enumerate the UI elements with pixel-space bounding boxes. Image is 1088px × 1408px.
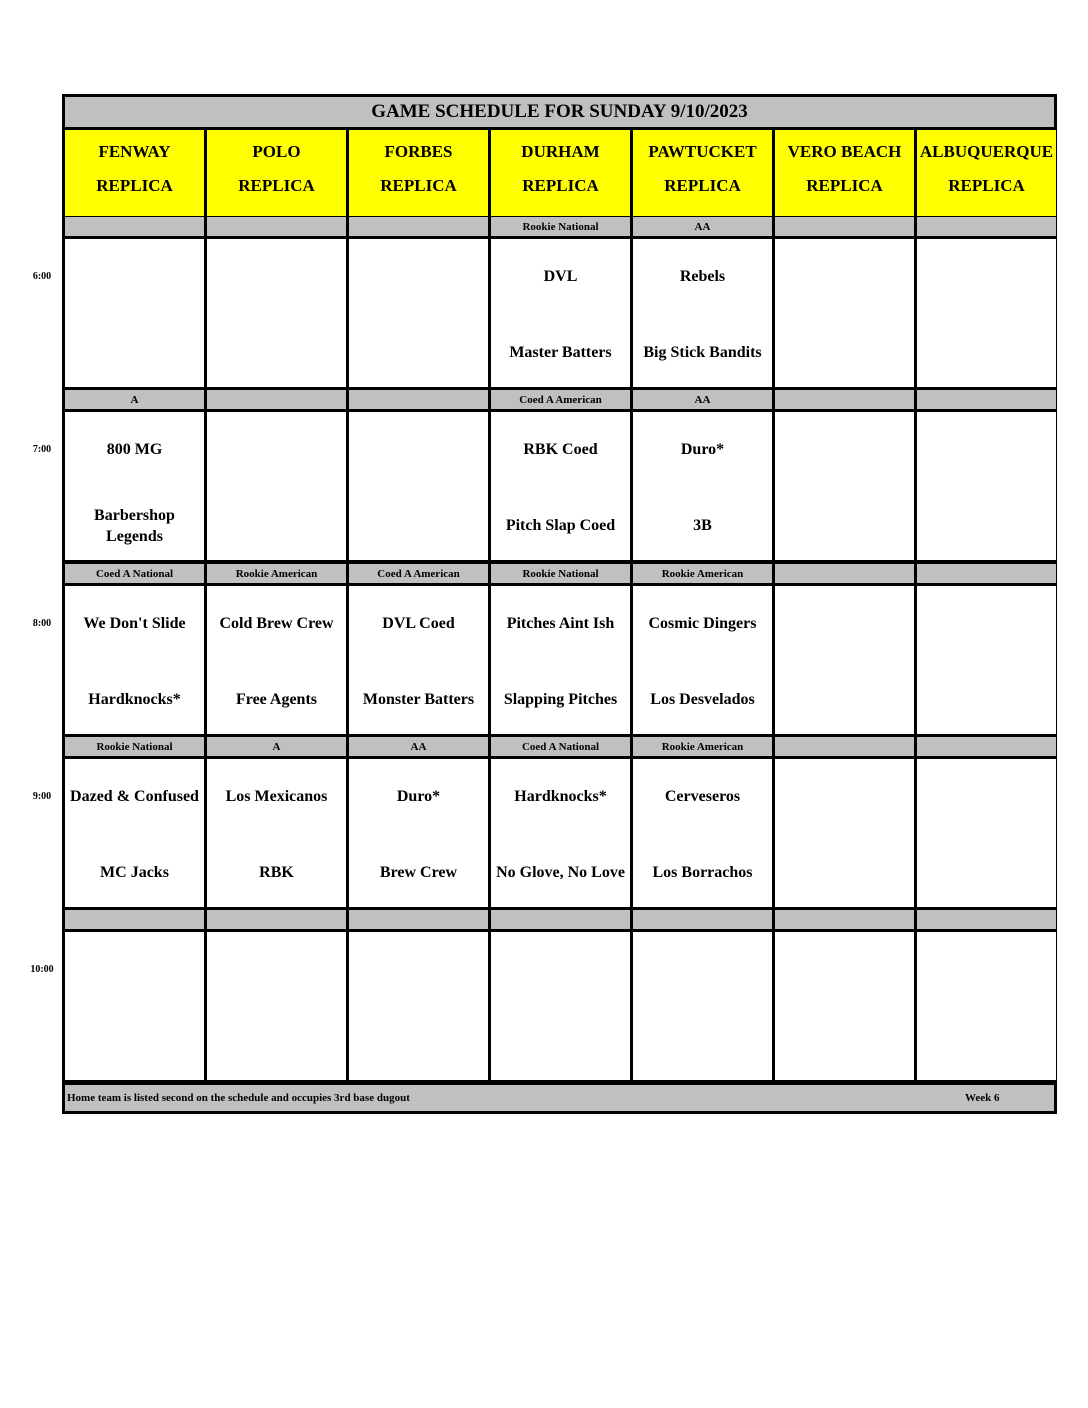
- field-sub: REPLICA: [380, 176, 457, 195]
- home-team: [917, 503, 1056, 548]
- game-cell: [491, 932, 630, 1080]
- home-team: [917, 330, 1056, 375]
- game-cell: [917, 239, 1056, 387]
- away-team: [775, 947, 914, 992]
- home-team: Free Agents: [235, 691, 317, 708]
- home-team: [917, 850, 1056, 895]
- time-label: 6:00: [32, 271, 52, 282]
- division-label: [349, 217, 488, 236]
- field-name: PAWTUCKET: [648, 142, 757, 161]
- away-team: [207, 254, 346, 299]
- game-cell: [349, 759, 488, 907]
- game-cell: [491, 412, 630, 560]
- away-team: [917, 947, 1056, 992]
- away-team: Cosmic Dingers: [648, 615, 757, 632]
- division-label: [633, 910, 772, 929]
- home-team: [775, 503, 914, 548]
- home-team: [775, 677, 914, 722]
- division-label: AA: [633, 390, 772, 409]
- division-label: Rookie National: [65, 737, 204, 756]
- division-label: [775, 910, 914, 929]
- game-cell: [633, 412, 772, 560]
- time-label: 7:00: [32, 444, 52, 455]
- time-label: 8:00: [32, 618, 52, 629]
- division-label: [65, 217, 204, 236]
- home-team: No Glove, No Love: [496, 864, 625, 881]
- field-header: [65, 130, 204, 216]
- field-header: [917, 130, 1056, 216]
- game-cell: [491, 239, 630, 387]
- division-label: [775, 564, 914, 583]
- game-cell: [633, 586, 772, 734]
- game-cell: [349, 239, 488, 387]
- game-cell: [349, 412, 488, 560]
- field-sub: REPLICA: [948, 176, 1025, 195]
- home-team: [917, 1023, 1056, 1068]
- home-team: [349, 503, 488, 548]
- field-header: [491, 130, 630, 216]
- game-cell: [65, 759, 204, 907]
- away-team: We Don't Slide: [83, 615, 186, 632]
- division-label: [917, 390, 1056, 409]
- away-team: Duro*: [396, 788, 441, 805]
- game-cell: [633, 759, 772, 907]
- away-team: Rebels: [679, 268, 726, 285]
- home-team: [775, 330, 914, 375]
- field-sub: REPLICA: [96, 176, 173, 195]
- division-label: Coed A National: [65, 564, 204, 583]
- division-label: AA: [633, 217, 772, 236]
- home-team: Monster Batters: [362, 691, 475, 708]
- game-cell: [491, 759, 630, 907]
- home-team: Pitch Slap Coed: [505, 517, 616, 534]
- home-team: Los Borrachos: [652, 864, 753, 881]
- home-team: [491, 1023, 630, 1068]
- home-team: [775, 850, 914, 895]
- game-cell: [65, 412, 204, 560]
- away-team: Cerveseros: [664, 788, 741, 805]
- home-team: [917, 677, 1056, 722]
- field-name: ALBUQUERQUE: [919, 142, 1054, 161]
- field-name: FORBES: [384, 142, 453, 161]
- home-team: Los Desvelados: [650, 691, 755, 708]
- division-label: [207, 390, 346, 409]
- game-cell: [207, 412, 346, 560]
- game-cell: [207, 932, 346, 1080]
- game-cell: [775, 759, 914, 907]
- division-label: [917, 564, 1056, 583]
- division-label: [775, 737, 914, 756]
- game-cell: [633, 932, 772, 1080]
- field-name: FENWAY: [98, 142, 171, 161]
- away-team: [775, 254, 914, 299]
- time-label: 10:00: [30, 964, 54, 975]
- week-label: Week 6: [965, 1092, 1000, 1104]
- away-team: Duro*: [680, 441, 725, 458]
- home-team: [633, 1023, 772, 1068]
- footer-note: Home team is listed second on the schedule and occupies 3rd base dugout: [67, 1092, 410, 1104]
- game-cell: [775, 412, 914, 560]
- field-sub: REPLICA: [806, 176, 883, 195]
- time-label: 9:00: [32, 791, 52, 802]
- away-team: Cold Brew Crew: [219, 615, 334, 632]
- home-team: [65, 330, 204, 375]
- division-label: [207, 217, 346, 236]
- division-label: [207, 910, 346, 929]
- field-header: [349, 130, 488, 216]
- away-team: [491, 947, 630, 992]
- away-team: Pitches Aint Ish: [506, 615, 615, 632]
- game-cell: [633, 239, 772, 387]
- home-team: [65, 1023, 204, 1068]
- game-cell: [917, 759, 1056, 907]
- away-team: [633, 947, 772, 992]
- game-cell: [349, 586, 488, 734]
- away-team: [917, 774, 1056, 819]
- division-label: Rookie American: [633, 737, 772, 756]
- home-team: 3B: [693, 517, 712, 534]
- field-name: POLO: [252, 142, 301, 161]
- game-cell: [775, 932, 914, 1080]
- game-cell: [917, 932, 1056, 1080]
- away-team: [775, 774, 914, 819]
- field-sub: REPLICA: [238, 176, 315, 195]
- away-team: [775, 427, 914, 472]
- game-cell: [65, 586, 204, 734]
- away-team: [917, 254, 1056, 299]
- away-team: [349, 254, 488, 299]
- schedule-title: GAME SCHEDULE FOR SUNDAY 9/10/2023: [65, 97, 1054, 127]
- division-label: Rookie National: [491, 564, 630, 583]
- division-label: [775, 217, 914, 236]
- away-team: [207, 947, 346, 992]
- away-team: [349, 947, 488, 992]
- home-team: [349, 1023, 488, 1068]
- game-cell: [65, 932, 204, 1080]
- division-label: [349, 910, 488, 929]
- away-team: [65, 947, 204, 992]
- field-name: DURHAM: [521, 142, 600, 161]
- division-label: [917, 217, 1056, 236]
- away-team: [775, 601, 914, 646]
- division-label: AA: [349, 737, 488, 756]
- division-label: [65, 910, 204, 929]
- field-sub: REPLICA: [522, 176, 599, 195]
- division-label: Coed A American: [349, 564, 488, 583]
- game-cell: [207, 239, 346, 387]
- away-team: DVL: [543, 268, 578, 285]
- home-team: [207, 1023, 346, 1068]
- division-label: Rookie National: [491, 217, 630, 236]
- home-team: Barbershop Legends: [94, 506, 175, 545]
- home-team: [207, 503, 346, 548]
- division-label: [917, 910, 1056, 929]
- game-cell: [207, 586, 346, 734]
- field-header: [207, 130, 346, 216]
- away-team: 800 MG: [106, 441, 163, 458]
- schedule-table: [62, 94, 1057, 1114]
- home-team: Hardknocks*: [88, 691, 181, 708]
- game-cell: [65, 239, 204, 387]
- division-label: Coed A National: [491, 737, 630, 756]
- game-cell: [917, 586, 1056, 734]
- division-label: [917, 737, 1056, 756]
- division-label: [491, 910, 630, 929]
- home-team: Big Stick Bandits: [643, 344, 762, 361]
- home-team: [775, 1023, 914, 1068]
- home-team: [207, 330, 346, 375]
- division-label: Rookie American: [633, 564, 772, 583]
- home-team: Brew Crew: [379, 864, 458, 881]
- away-team: Los Mexicanos: [225, 788, 328, 805]
- away-team: [65, 254, 204, 299]
- home-team: Master Batters: [509, 344, 612, 361]
- division-label: Coed A American: [491, 390, 630, 409]
- game-cell: [207, 759, 346, 907]
- field-name: VERO BEACH: [787, 142, 902, 161]
- away-team: Hardknocks*: [514, 788, 607, 805]
- home-team: [349, 330, 488, 375]
- field-header: [633, 130, 772, 216]
- game-cell: [775, 239, 914, 387]
- footer-bar: [65, 1085, 1054, 1111]
- away-team: [349, 427, 488, 472]
- away-team: [207, 427, 346, 472]
- division-label: A: [207, 737, 346, 756]
- game-cell: [775, 586, 914, 734]
- away-team: [917, 427, 1056, 472]
- game-cell: [917, 412, 1056, 560]
- game-cell: [491, 586, 630, 734]
- division-label: A: [65, 390, 204, 409]
- home-team: MC Jacks: [100, 864, 169, 881]
- field-header: [775, 130, 914, 216]
- home-team: RBK: [259, 864, 294, 881]
- division-label: [349, 390, 488, 409]
- away-team: Dazed & Confused: [70, 788, 199, 805]
- game-cell: [349, 932, 488, 1080]
- away-team: RBK Coed: [523, 441, 598, 458]
- away-team: [917, 601, 1056, 646]
- division-label: [775, 390, 914, 409]
- division-label: Rookie American: [207, 564, 346, 583]
- away-team: DVL Coed: [382, 615, 455, 632]
- home-team: Slapping Pitches: [503, 691, 618, 708]
- field-sub: REPLICA: [664, 176, 741, 195]
